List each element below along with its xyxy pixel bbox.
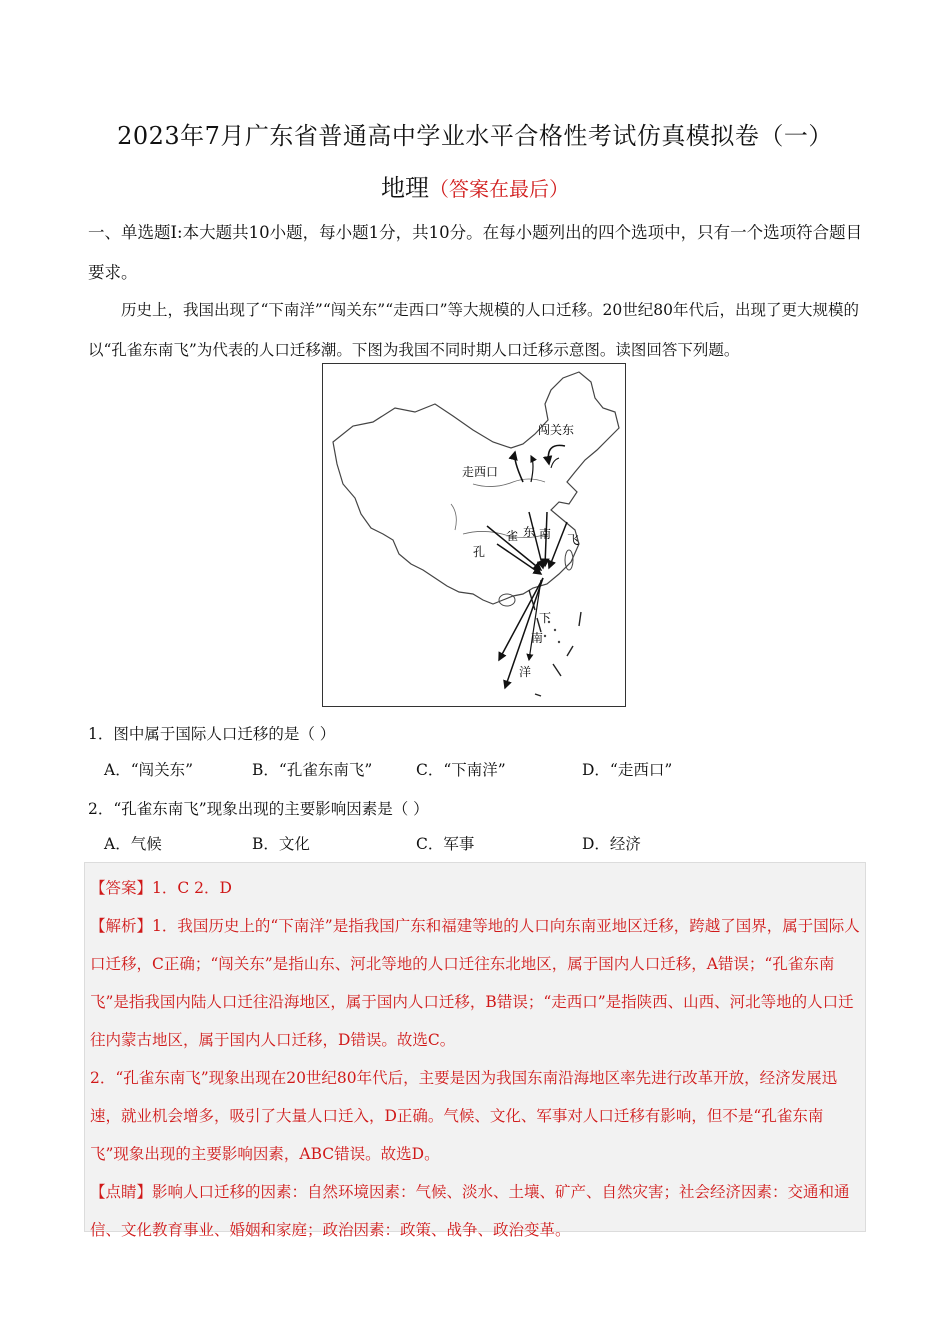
xianyang-arrow-1 [499, 578, 543, 660]
question-2-stem: 2．“孔雀东南飞”现象出现的主要影响因素是（ ） [88, 800, 429, 818]
answer-tag: 【答案】 [90, 879, 153, 897]
q2-option-a[interactable]: A．气候 [104, 835, 162, 853]
doc-subtitle [0, 168, 950, 203]
analysis-tag: 【解析】 [90, 917, 153, 935]
question-context: 历史上，我国出现了“下南洋”“闯关东”“走西口”等大规模的人口迁移。20世纪80年代后，出现了更大规模的以“孔雀东南飞”为代表的人口迁移潮。下图为我国不同时期人口迁移示意图。读图回答下列题。 [88, 301, 859, 359]
answer-line [90, 869, 860, 907]
q2-option-d[interactable]: D．经济 [582, 835, 641, 853]
tip-text: 影响人口迁移的因素：自然环境因素：气候、淡水、土壤、矿产、自然灾害；社会经济因素：交通和通信、文化教育事业、婚姻和家庭；政治因素：政策、战争、政治变革。 [90, 1183, 850, 1239]
label-nan: 南 [539, 527, 552, 541]
zouxikou-arrow-1 [515, 452, 523, 482]
answer-location-note: （答案在最后） [429, 177, 569, 201]
q1-option-a[interactable]: A．“闯关东” [104, 761, 194, 779]
label-que: 雀 [506, 529, 519, 543]
analysis-1 [90, 907, 860, 1059]
subject-label: 地理 [381, 174, 429, 202]
zouxikou-arrow-2 [531, 456, 533, 482]
answer-text: 1．C 2．D [152, 879, 232, 897]
label-xia: 下 [539, 611, 552, 625]
label-kong: 孔 [473, 545, 486, 559]
label-chuangguandong: 闯关东 [538, 423, 575, 437]
tip-tag: 【点睛】 [90, 1183, 153, 1201]
label-yang: 洋 [519, 665, 532, 679]
label-nan2: 南 [531, 631, 544, 645]
q2-option-b[interactable]: B．文化 [252, 835, 310, 853]
q2-option-c[interactable]: C．军事 [416, 835, 475, 853]
label-dong: 东 [523, 525, 536, 539]
tip-line [90, 1173, 860, 1249]
migration-map [322, 363, 626, 707]
q1-option-b[interactable]: B．“孔雀东南飞” [252, 761, 373, 779]
q1-option-c[interactable]: C．“下南洋” [416, 761, 506, 779]
chuangguandong-arrow [548, 445, 565, 464]
analysis-2: 2．“孔雀东南飞”现象出现在20世纪80年代后，主要是因为我国东南沿海地区率先进行改革开放，经济发展迅速，就业机会增多，吸引了大量人口迁入，D正确。气候、文化、军事对人口迁移有影响，但不是“孔雀东南飞”现象出现的主要影响因素，ABC错误。故选D。 [90, 1069, 838, 1163]
kongque-arrow-5 [549, 522, 567, 568]
label-zouxikou: 走西口 [462, 465, 499, 479]
kongque-arrow-2 [497, 544, 541, 574]
china-map-svg [323, 364, 624, 705]
doc-title: 2023年7月广东省普通高中学业水平合格性考试仿真模拟卷（一） [117, 122, 833, 150]
q1-option-d[interactable]: D．“走西口” [582, 761, 673, 779]
analysis-1-text: 1．我国历史上的“下南洋”是指我国广东和福建等地的人口向东南亚地区迁移，跨越了国界，属于国际人口迁移，C正确；“闯关东”是指山东、河北等地的人口迁往东北地区，属于国内人口迁移，A错误；“孔雀东南飞”是指我国内陆人口迁往沿海地区，属于国内人口迁移，B错误；“走西口”是指陕西、山西、河北等地的人口迁往内蒙古地区，属于国内人口迁移，D错误。故选C。 [90, 917, 860, 1049]
label-fei: 飞 [567, 533, 580, 547]
section-intro: 一、单选题Ⅰ:本大题共10小题，每小题1分，共10分。在每小题列出的四个选项中，只有一个选项符合题目要求。 [88, 223, 863, 282]
china-outline [333, 372, 619, 604]
question-1-stem: 1．图中属于国际人口迁移的是（ ） [88, 725, 336, 743]
answer-box [84, 862, 866, 1239]
